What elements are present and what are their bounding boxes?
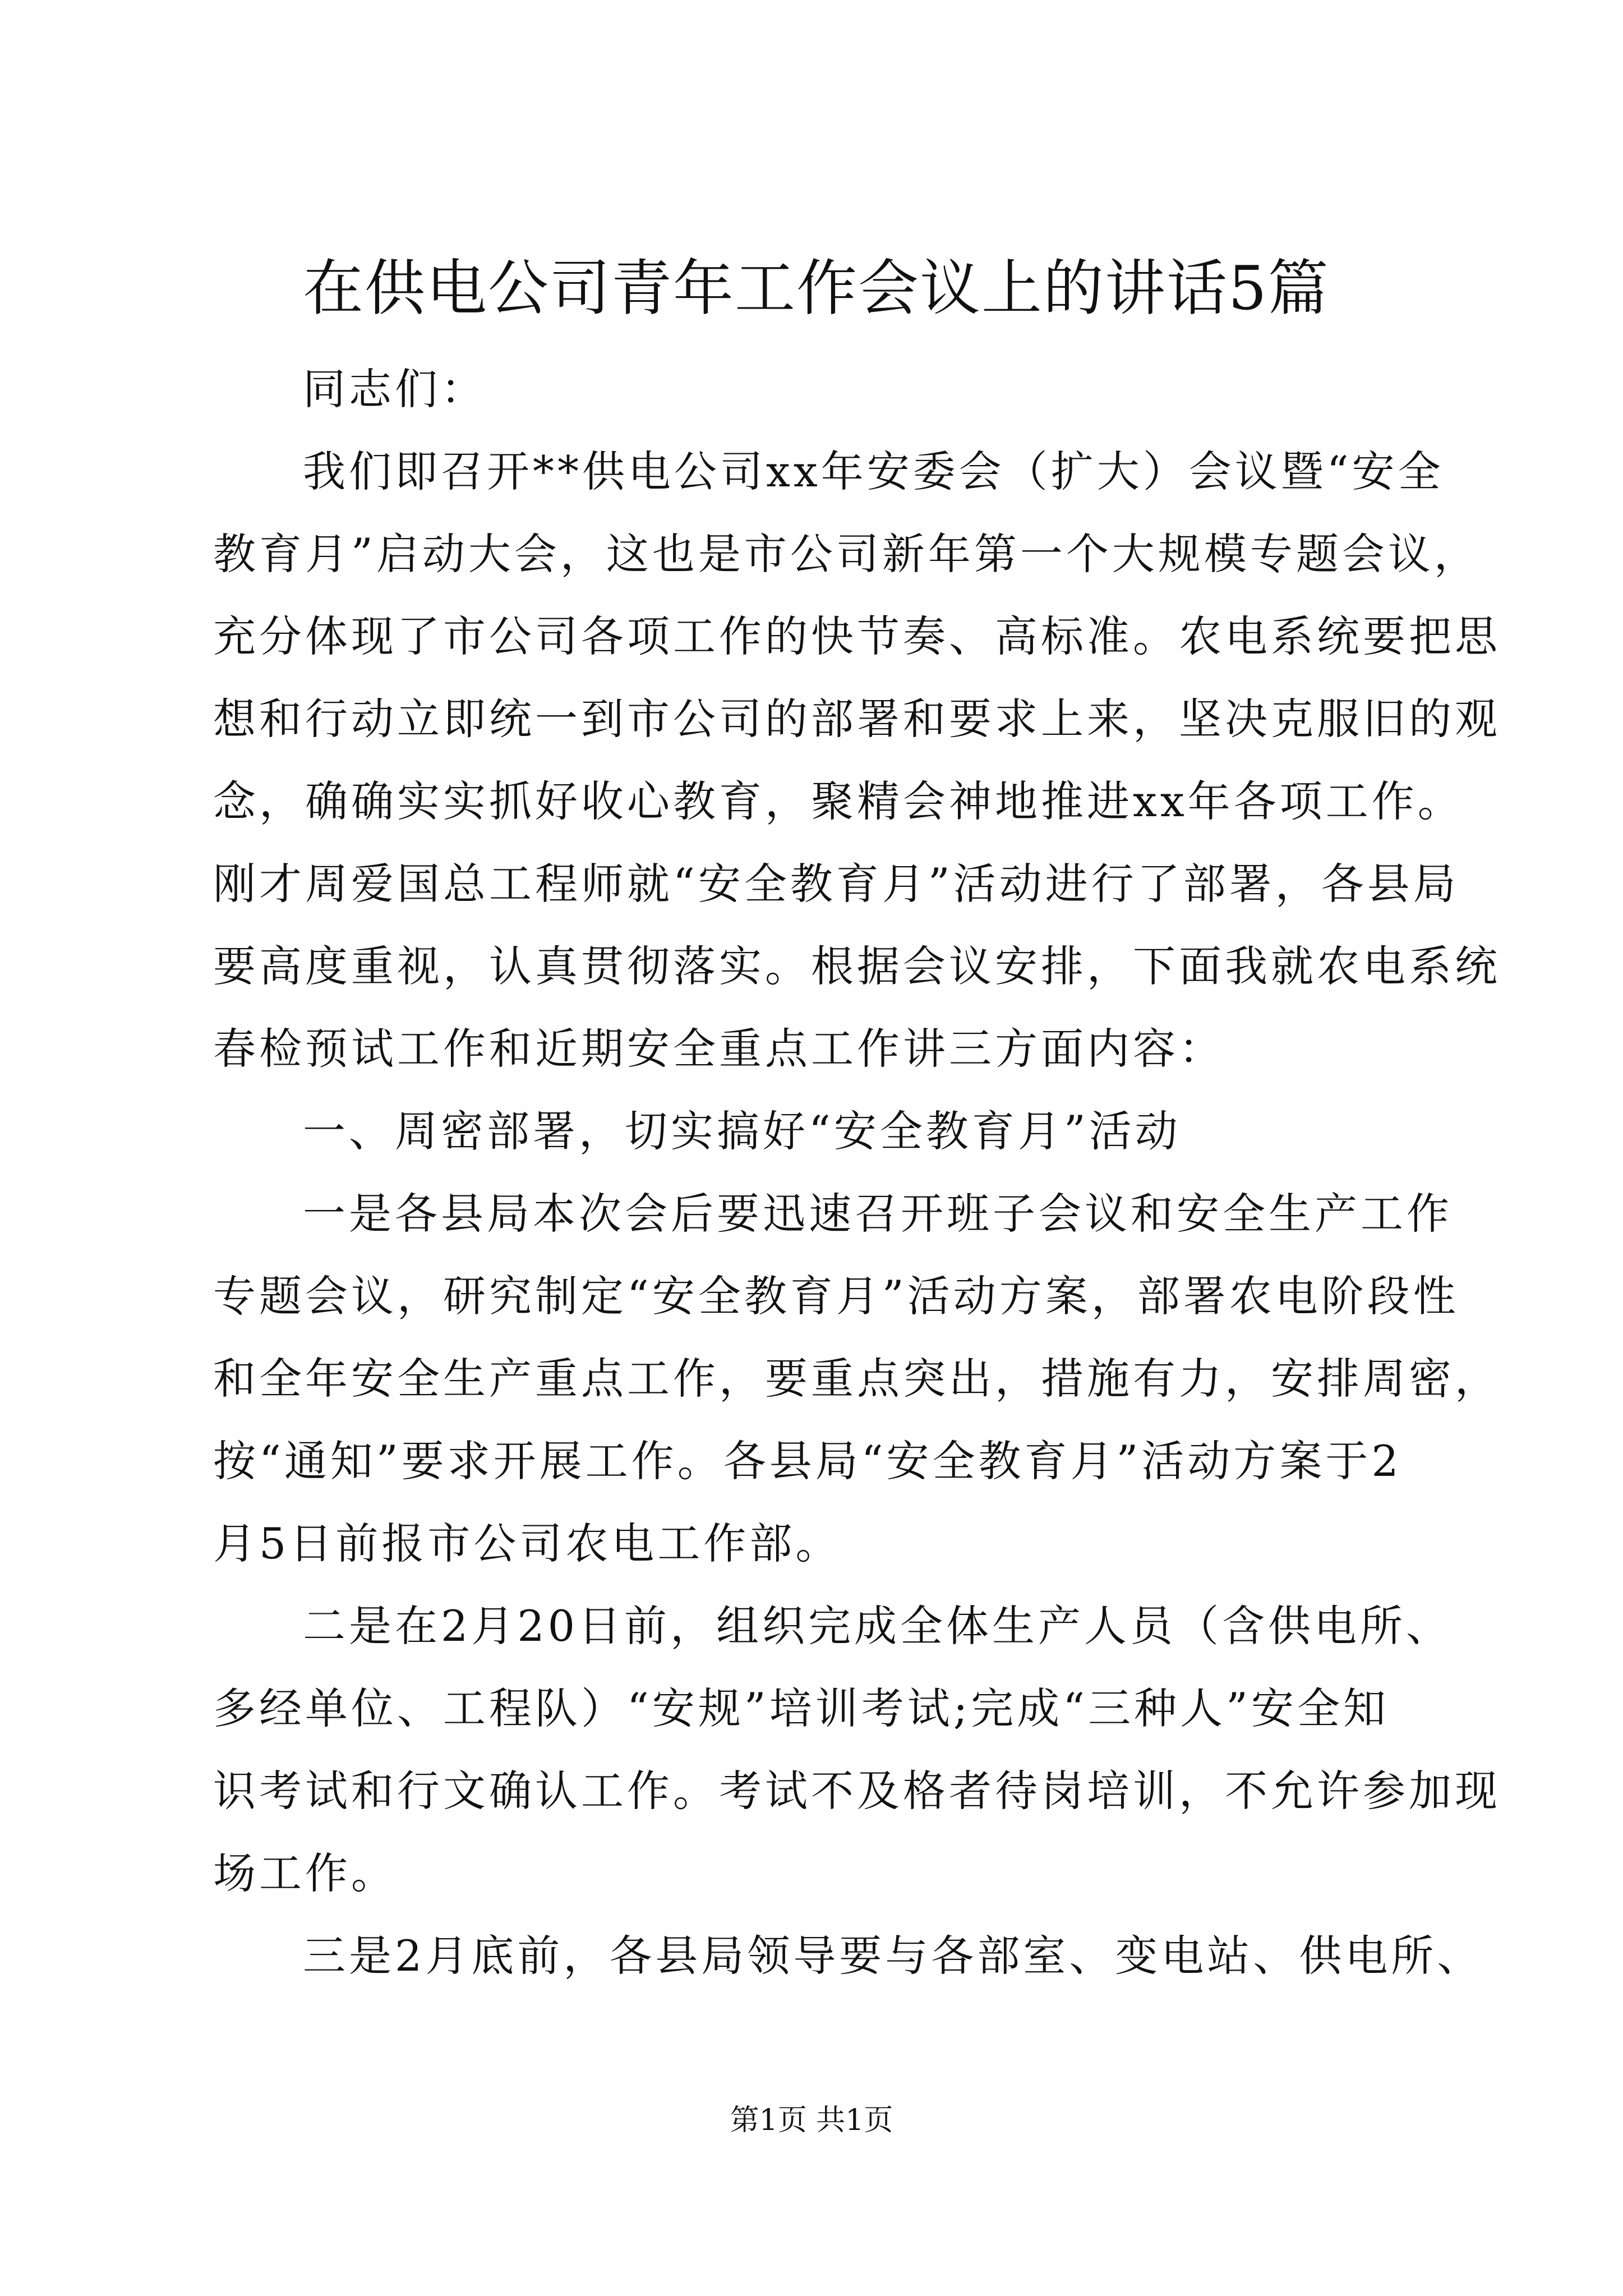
text-line: 一是各县局本次会后要迅速召开班子会议和安全生产工作 <box>303 1189 1453 1239</box>
text-line: 教育月”启动大会，这也是市公司新年第一个大规模专题会议， <box>213 529 1480 579</box>
text-line: 按“通知”要求开展工作。各县局“安全教育月”活动方案于2 <box>213 1436 1402 1486</box>
text-line: 我们即召开**供电公司xx年安委会（扩大）会议暨“安全 <box>303 447 1444 496</box>
text-line: 想和行动立即统一到市公司的部署和要求上来，坚决克服旧的观 <box>213 694 1501 744</box>
text-line: 专题会议，研究制定“安全教育月”活动方案，部署农电阶段性 <box>213 1271 1459 1321</box>
text-line: 场工作。 <box>213 1848 397 1898</box>
text-line: 春检预试工作和近期安全重点工作讲三方面内容： <box>213 1024 1225 1074</box>
text-line: 和全年安全生产重点工作，要重点突出，措施有力，安排周密， <box>213 1354 1501 1404</box>
text-line: 念，确确实实抓好收心教育，聚精会神地推进xx年各项工作。 <box>213 776 1464 826</box>
text-line: 同志们： <box>303 364 487 414</box>
text-line: 多经单位、工程队）“安规”培训考试;完成“三种人”安全知 <box>213 1683 1390 1733</box>
text-line: 刚才周爱国总工程师就“安全教育月”活动进行了部署，各县局 <box>213 859 1459 909</box>
text-line: 三是2月底前，各县局领导要与各部室、变电站、供电所、 <box>303 1931 1483 1981</box>
section-heading: 一、周密部署，切实搞好“安全教育月”活动 <box>303 1106 1181 1156</box>
page-footer: 第1页 共1页 <box>730 2104 893 2137</box>
text-line: 月5日前报市公司农电工作部。 <box>213 1519 842 1568</box>
document-title: 在供电公司青年工作会议上的讲话5篇 <box>303 254 1330 324</box>
text-line: 二是在2月20日前，组织完成全体生产人员（含供电所、 <box>303 1601 1453 1651</box>
text-line: 识考试和行文确认工作。考试不及格者待岗培训，不允许参加现 <box>213 1766 1501 1816</box>
document-body <box>213 348 1501 1997</box>
text-line: 要高度重视，认真贯彻落实。根据会议安排，下面我就农电系统 <box>213 941 1501 991</box>
text-line: 充分体现了市公司各项工作的快节奏、高标准。农电系统要把思 <box>213 611 1501 661</box>
